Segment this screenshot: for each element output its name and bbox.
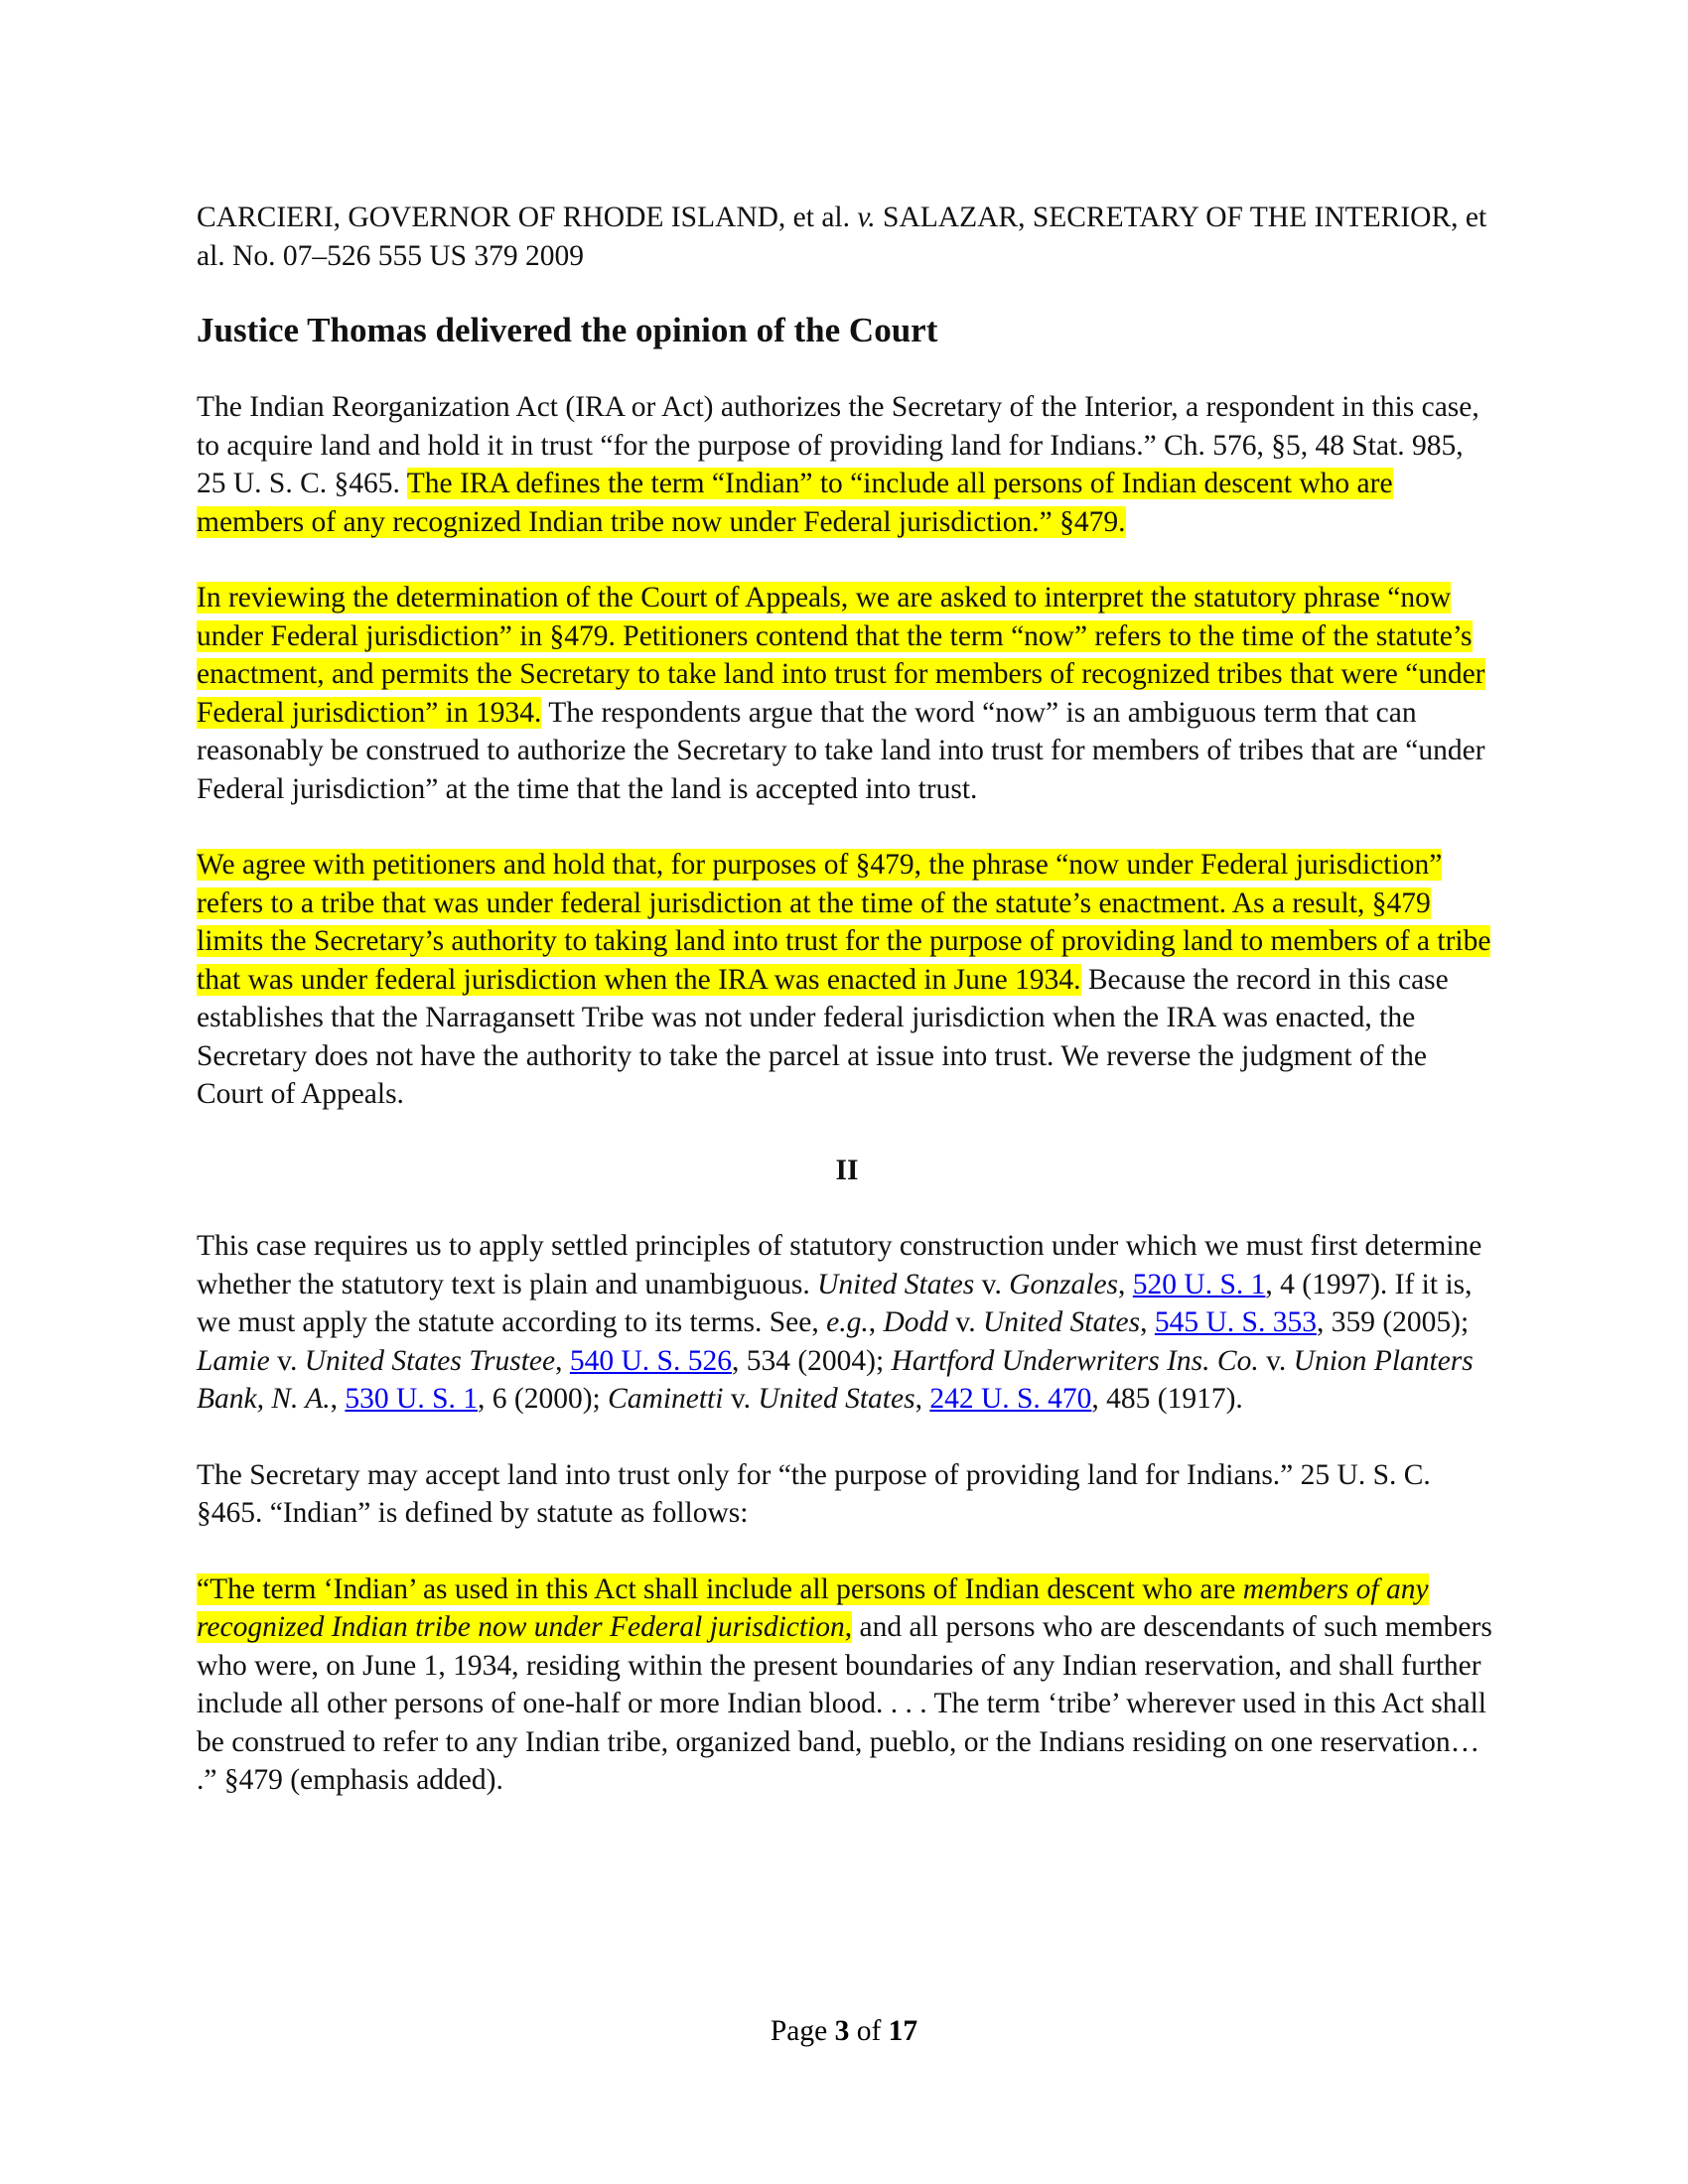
page-footer: [0, 2015, 1688, 2048]
p4-case-name: Gonzales: [1009, 1268, 1119, 1300]
p4-case-name: Union Planters Bank, N. A.: [197, 1344, 1474, 1415]
p4-case-name: Dodd: [883, 1306, 949, 1338]
paragraph-5: The Secretary may accept land into trust only for “the purpose of providing land for Indians.” 25 U. S. C. §465. “Indian” is defined by statute as follows:: [197, 1458, 1431, 1529]
p4-case-name: United States Trustee: [304, 1344, 556, 1377]
citation-link-530-us-1[interactable]: 530 U. S. 1: [345, 1383, 478, 1415]
footer-current-page: 3: [834, 2015, 850, 2047]
case-caption: [197, 199, 1497, 275]
citation-link-242-us-470[interactable]: 242 U. S. 470: [929, 1383, 1092, 1415]
p4-case-name: United States: [817, 1268, 975, 1300]
p4-text: ,: [868, 1306, 884, 1338]
statute-quote-comma: ,: [844, 1611, 853, 1643]
paragraph-3-highlight: We agree with petitioners and hold that, for purposes of §479, the phrase “now under Federal jurisdiction” refers to a tribe that was under federal jurisdiction at the time of the statute’s enactment. As a result, §479 limits the Secretary’s authority to taking land into trust for the purpose of providing land to members of a tribe that was under federal jurisdiction when the IRA was enacted in June 1934.: [197, 849, 1491, 996]
p4-text: , 359 (2005);: [1316, 1306, 1470, 1338]
opinion-heading: Justice Thomas delivered the opinion of the Court: [197, 311, 938, 349]
p4-text: ,: [555, 1344, 570, 1377]
p4-case-name: Hartford Underwriters Ins. Co.: [891, 1344, 1259, 1377]
paragraph-2: [197, 579, 1497, 808]
paragraph-2-plain: The respondents argue that the word “now” is an ambiguous term that can reasonably be construed to authorize the Secretary to take land into trust for members of tribes that are “under Federal jurisdiction” at the time that the land is accepted into trust.: [197, 696, 1485, 805]
paragraph-1-highlight: The IRA defines the term “Indian” to “include all persons of Indian descent who are members of any recognized Indian tribe now under Federal jurisdiction.” §479.: [197, 468, 1393, 538]
paragraph-2-highlight: In reviewing the determination of the Court of Appeals, we are asked to interpret the statutory phrase “now under Federal jurisdiction” in §479. Petitioners contend that the term “now” refers to the time of the statute’s enactment, and permits the Secretary to take land into trust for members of recognized tribes that were “under Federal jurisdiction” in 1934.: [197, 582, 1485, 729]
paragraph-4: [197, 1227, 1497, 1419]
p4-text: This case requires us to apply settled principles of statutory construction under which we must first determine whether the statutory text is plain and unambiguous.: [197, 1230, 1482, 1300]
p4-text: v.: [948, 1306, 983, 1338]
citation-link-540-us-526[interactable]: 540 U. S. 526: [569, 1344, 732, 1377]
statute-quote-highlight: “The term ‘Indian’ as used in this Act shall include all persons of Indian descent who are: [197, 1572, 1243, 1605]
p4-text: , 485 (1917).: [1091, 1383, 1243, 1415]
citation-link-520-us-1[interactable]: 520 U. S. 1: [1132, 1268, 1266, 1300]
caption-text-b: SALAZAR, SECRETARY OF THE INTERIOR, et al. No. 07–526 555 US 379 2009: [197, 202, 1487, 272]
paragraph-3-plain: Because the record in this case establishes that the Narragansett Tribe was not under federal jurisdiction when the IRA was enacted, the Secretary does not have the authority to take the parcel at issue into trust. We reverse the judgment of the Court of Appeals.: [197, 963, 1449, 1110]
paragraph-1-plain: The Indian Reorganization Act (IRA or Act) authorizes the Secretary of the Interior, a respondent in this case, to acquire land and hold it in trust “for the purpose of providing land for Indians.” Ch. 576, §5, 48 Stat. 985, 25 U. S. C. §465.: [197, 391, 1479, 499]
statute-quote: [197, 1570, 1497, 1800]
p4-case-name: United States: [758, 1383, 915, 1415]
statute-quote-plain: and all persons who are descendants of such members who were, on June 1, 1934, residing within the present boundaries of any Indian reservation, and shall further include all other persons of one-half or more Indian blood. . . . The term ‘tribe’ wherever used in this Act shall be construed to refer to any Indian tribe, organized band, pueblo, or the Indians residing on one reservation… .” §479 (emphasis added).: [197, 1611, 1492, 1796]
p4-case-name: Caminetti: [608, 1383, 724, 1415]
p4-text: ,: [914, 1383, 930, 1415]
p4-text: v.: [1258, 1344, 1294, 1377]
p4-case-name: Lamie: [197, 1344, 270, 1377]
p4-signal: e.g.: [826, 1306, 869, 1338]
p4-text: ,: [1140, 1306, 1155, 1338]
caption-text-a: CARCIERI, GOVERNOR OF RHODE ISLAND, et al.: [197, 202, 858, 233]
p4-text: ,: [330, 1383, 346, 1415]
caption-versus: v.: [857, 202, 876, 233]
document-page: [197, 199, 1497, 1838]
paragraph-3: [197, 846, 1497, 1114]
paragraph-1: [197, 388, 1497, 541]
p4-text: , 534 (2004);: [731, 1344, 892, 1377]
citation-link-545-us-353[interactable]: 545 U. S. 353: [1154, 1306, 1317, 1338]
p4-text: ,: [1118, 1268, 1133, 1300]
p4-text: , 6 (2000);: [478, 1383, 609, 1415]
p4-text: , 4 (1997). If it is, we must apply the statute according to its terms. See,: [197, 1268, 1473, 1338]
footer-page-word: Page: [770, 2015, 835, 2047]
p4-text: v.: [269, 1344, 305, 1377]
p4-case-name: United States: [982, 1306, 1141, 1338]
p4-text: v.: [723, 1383, 759, 1415]
statute-quote-emphasis: members of any recognized Indian tribe now under Federal jurisdiction: [197, 1572, 1429, 1643]
footer-of-word: of: [849, 2015, 889, 2047]
section-number: II: [835, 1154, 859, 1186]
p4-text: v.: [974, 1268, 1010, 1300]
footer-total-pages: 17: [888, 2015, 918, 2047]
